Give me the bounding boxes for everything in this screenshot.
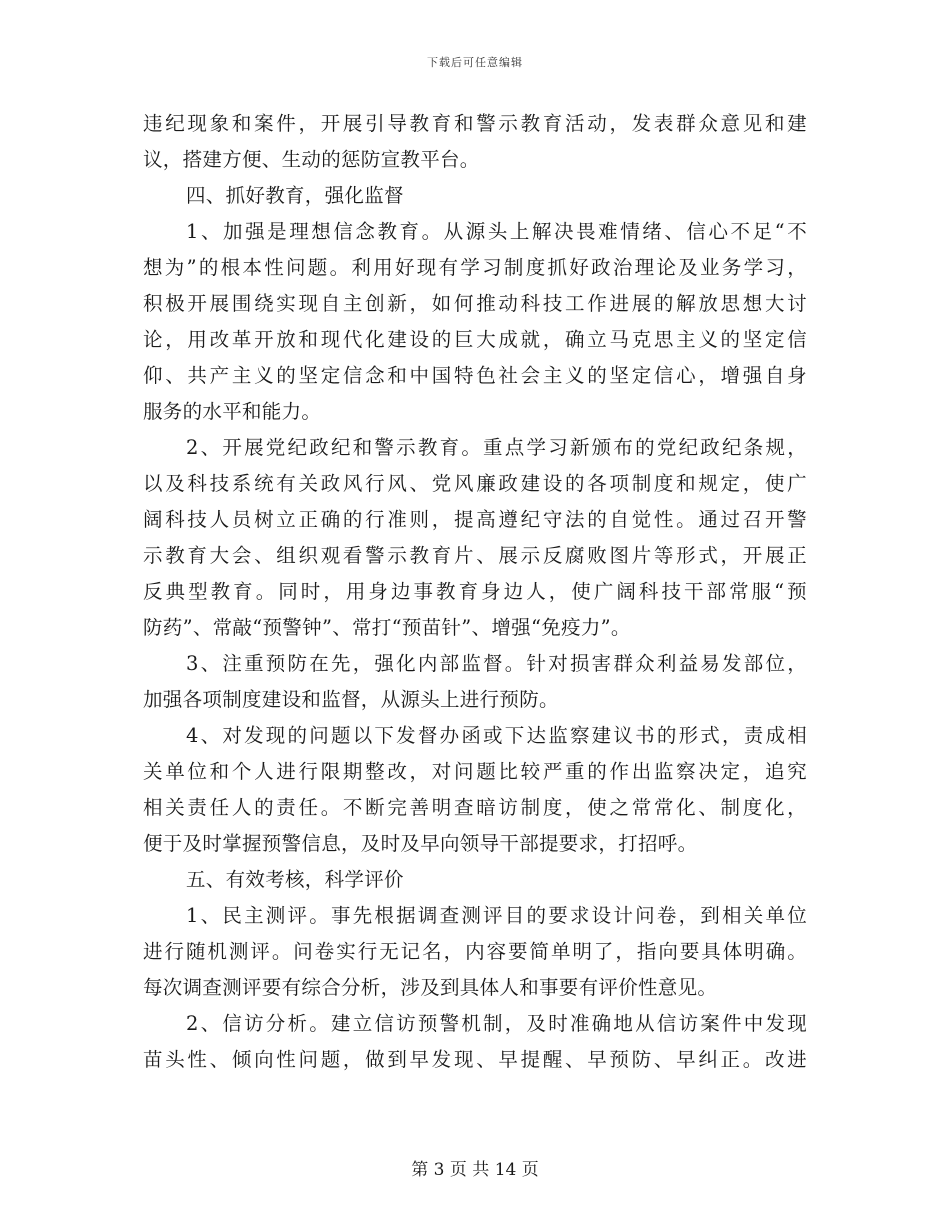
paragraph (143, 214, 807, 430)
paragraph (143, 178, 807, 214)
text-line: 2、信访分析。建立信访预警机制，及时准确地从信访案件中发现 (186, 1012, 807, 1035)
text-line: 积极开展围绕实现自主创新，如何推动科技工作进展的解放思想大讨 (143, 292, 807, 315)
text-line: 加强各项制度建设和监督，从源头上进行预防。 (143, 688, 559, 711)
text-line: 1、加强是理想信念教育。从源头上解决畏难情绪、信心不足“不 (186, 220, 807, 243)
text-line: 防药”、常敲“预警钟”、常打“预苗针”、增强“免疫力”。 (143, 616, 631, 639)
text-line: 示教育大会、组织观看警示教育片、展示反腐败图片等形式，开展正 (143, 544, 807, 567)
paragraph (143, 430, 807, 646)
text-line: 议，搭建方便、生动的惩防宣教平台。 (143, 148, 480, 171)
paragraph (143, 862, 807, 898)
text-line: 四、抓好教育，强化监督 (186, 184, 404, 207)
text-line: 违纪现象和案件，开展引导教育和警示教育活动，发表群众意见和建 (143, 112, 807, 135)
text-line: 关单位和个人进行限期整改，对问题比较严重的作出监察决定，追究 (143, 760, 807, 783)
text-line: 阔科技人员树立正确的行准则，提高遵纪守法的自觉性。通过召开警 (143, 508, 807, 531)
text-line: 苗头性、倾向性问题，做到早发现、早提醒、早预防、早纠正。改进 (143, 1048, 807, 1071)
text-line: 论，用改革开放和现代化建设的巨大成就，确立马克思主义的坚定信 (143, 328, 807, 351)
text-line: 想为”的根本性问题。利用好现有学习制度抓好政治理论及业务学习， (143, 256, 807, 279)
text-line: 仰、共产主义的坚定信念和中国特色社会主义的坚定信心，增强自身 (143, 364, 807, 387)
text-line: 1、民主测评。事先根据调查测评目的要求设计问卷，到相关单位 (186, 904, 807, 927)
text-line: 每次调查测评要有综合分析，涉及到具体人和事要有评价性意见。 (143, 976, 718, 999)
page-number-footer: 第 3 页 共 14 页 (411, 1160, 539, 1180)
paragraph (143, 646, 807, 718)
paragraph (143, 718, 807, 862)
paragraph (143, 106, 807, 178)
text-line: 便于及时掌握预警信息，及时及早向领导干部提要求，打招呼。 (143, 832, 698, 855)
text-line: 相关责任人的责任。不断完善明查暗访制度，使之常常化、制度化， (143, 796, 807, 819)
text-line: 4、对发现的问题以下发督办函或下达监察建议书的形式，责成相 (186, 724, 807, 747)
page-header-note: 下载后可任意编辑 (427, 56, 523, 69)
text-line: 以及科技系统有关政风行风、党风廉政建设的各项制度和规定，使广 (143, 472, 807, 495)
text-line: 服务的水平和能力。 (143, 400, 322, 423)
paragraph (143, 898, 807, 1006)
document-body (143, 106, 807, 1078)
text-line: 五、有效考核，科学评价 (186, 868, 404, 891)
text-line: 3、注重预防在先，强化内部监督。针对损害群众利益易发部位， (186, 652, 807, 675)
text-line: 反典型教育。同时，用身边事教育身边人，使广阔科技干部常服“预 (143, 580, 807, 603)
text-line: 进行随机测评。问卷实行无记名，内容要简单明了，指向要具体明确。 (143, 940, 807, 963)
text-line: 2、开展党纪政纪和警示教育。重点学习新颁布的党纪政纪条规， (186, 436, 807, 459)
paragraph (143, 1006, 807, 1078)
